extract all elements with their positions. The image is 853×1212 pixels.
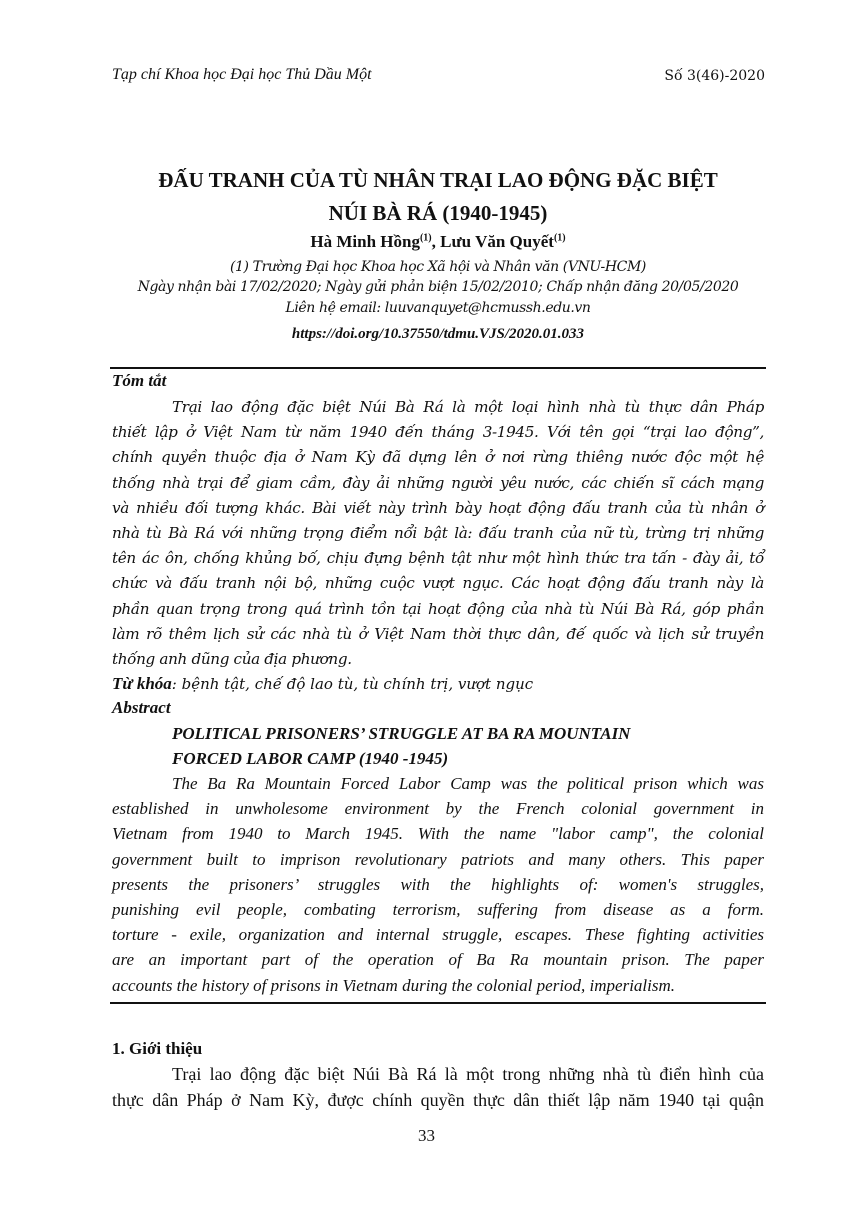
abstract-line: The Ba Ra Mountain Forced Labor Camp was the political prison which was <box>172 774 764 793</box>
keywords <box>112 674 764 694</box>
english-title-line-2: FORCED LABOR CAMP (1940 -1945) <box>172 748 449 768</box>
abstract-line: Vietnam from 1940 to March 1945. With the name "labor camp", the colonial <box>112 824 764 844</box>
summary-line: thống nhà trại để giam cầm, đày ải những người yêu nước, các chiến sĩ cách mạng <box>112 473 764 492</box>
author-2-affiliation-mark: (1) <box>553 232 566 244</box>
authors <box>110 232 766 252</box>
abstract-line: punishing evil people, combating terrorism, suffering from disease as a form. <box>112 899 764 919</box>
keywords-label: Từ khóa <box>112 674 172 693</box>
summary-line: nhà tù Bà Rá với những trọng điểm nổi bật là: đấu tranh của nữ tù, trừng trị những <box>112 523 764 542</box>
journal-name: Tạp chí Khoa học Đại học Thủ Dầu Một <box>112 66 372 83</box>
summary-line: chính quyền thuộc địa ở Nam Kỳ đã dựng lên ở nơi rừng thiêng nước độc một hệ <box>112 448 764 467</box>
body-line: Trại lao động đặc biệt Núi Bà Rá là một trong những nhà tù điển hình của <box>172 1064 764 1084</box>
summary-line: phần quan trọng trong quá trình tồn tại hoạt động của nhà tù Núi Bà Rá, góp phần <box>112 599 764 618</box>
summary-line: tên ác ôn, chống khủng bố, chịu đựng bệnh tật như một hình thức tra tấn - đày ải, tổ <box>112 549 764 568</box>
section-heading: 1. Giới thiệu <box>112 1039 203 1058</box>
author-1: Hà Minh Hồng <box>310 232 420 251</box>
section-body <box>112 1062 764 1113</box>
abstract-text <box>112 771 764 998</box>
body-line: thực dân Pháp ở Nam Kỳ, được chính quyền thực dân thiết lập năm 1940 tại quận <box>112 1089 764 1110</box>
abstract-label: Abstract <box>112 698 171 717</box>
article-title-line-2: NÚI BÀ RÁ (1940-1945) <box>328 201 548 225</box>
abstract-line: torture - exile, organization and internal struggle, escapes. These fighting activities <box>112 925 764 945</box>
author-1-affiliation-mark: (1) <box>419 232 432 244</box>
summary-line: và nhiều đối tượng khác. Bài viết này trình bày hoạt động đấu tranh của tù nhân ở <box>112 498 764 517</box>
submission-dates: Ngày nhận bài 17/02/2020; Ngày gửi phản biện 15/02/2010; Chấp nhận đăng 20/05/2020 <box>137 279 739 295</box>
abstract-line: established in unwholesome environment by the French colonial government in <box>112 799 764 819</box>
affiliation: (1) Trường Đại học Khoa học Xã hội và Nhân văn (VNU-HCM) <box>229 259 646 275</box>
summary-label: Tóm tắt <box>112 371 167 390</box>
summary-line: chức và đấu tranh nội bộ, những cuộc vượt ngục. Các hoạt động đấu tranh này là <box>112 574 764 593</box>
abstract-line: are an important part of the operation of Ba Ra mountain prison. The paper <box>112 950 764 970</box>
top-rule <box>110 367 766 369</box>
abstract-line: accounts the history of prisons in Vietnam during the colonial period, imperialism. <box>112 975 676 995</box>
summary-text <box>112 395 764 672</box>
summary-line: Trại lao động đặc biệt Núi Bà Rá là một loại hình nhà tù thực dân Pháp <box>172 398 764 416</box>
author-separator: , <box>431 232 441 251</box>
abstract-line: government built to imprison revolutionary patriots and many others. This paper <box>112 849 764 869</box>
summary-line: thống anh dũng của địa phương. <box>112 649 352 668</box>
issue-number: Số 3(46)-2020 <box>664 68 765 84</box>
contact-email: Liên hệ email: luuvanquyet@hcmussh.edu.vn <box>285 300 591 316</box>
abstract-line: presents the prisoners’ struggles with the highlights of: women's struggles, <box>112 874 764 894</box>
keywords-list: : bệnh tật, chế độ lao tù, tù chính trị, vượt ngục <box>171 675 534 693</box>
page-number: 33 <box>418 1126 435 1145</box>
doi-link[interactable]: https://doi.org/10.37550/tdmu.VJS/2020.01.033 <box>291 326 585 342</box>
bottom-rule <box>110 1002 766 1004</box>
summary-line: làm rõ thêm lịch sử các nhà tù ở Việt Nam thời thực dân, đế quốc và lịch sử truyền <box>112 624 764 643</box>
article-title-line-1: ĐẤU TRANH CỦA TÙ NHÂN TRẠI LAO ĐỘNG ĐẶC BIỆT <box>158 168 718 192</box>
english-title <box>172 722 630 771</box>
summary-line: thiết lập ở Việt Nam từ năm 1940 đến tháng 3-1945. Với tên gọi “trại lao động”, <box>112 423 764 442</box>
author-2: Lưu Văn Quyết <box>440 232 554 251</box>
english-title-line-1: POLITICAL PRISONERS’ STRUGGLE AT BA RA MOUNTAIN <box>172 724 631 743</box>
